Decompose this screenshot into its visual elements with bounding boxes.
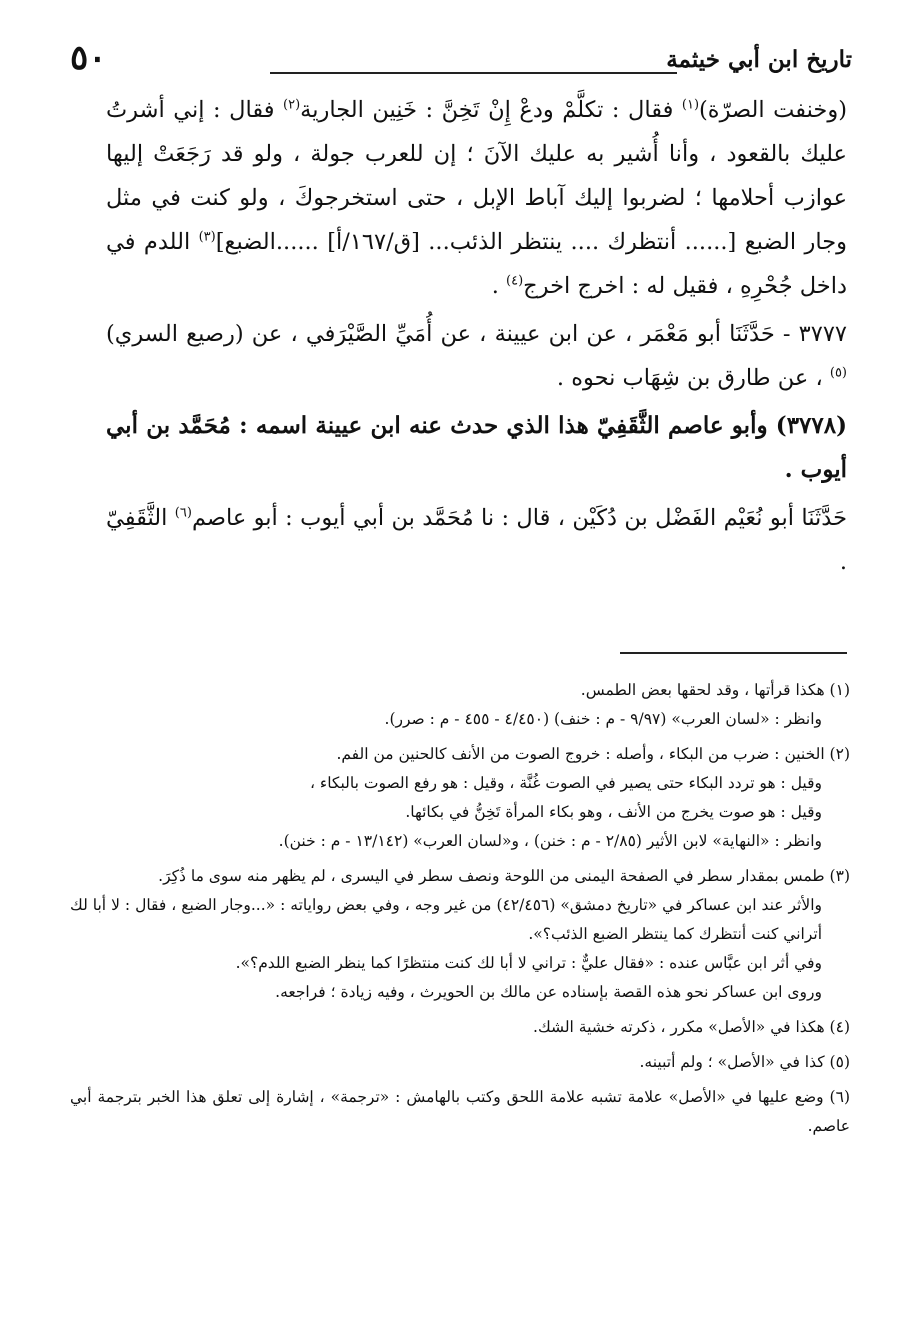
paragraph-3777: ٣٧٧٧ - حَدَّثَنَا أبو مَعْمَر ، عن ابن عيينة ، عن أُمَيِّ الصَّيْرَفي ، عن (رصيع السري)$^{(٥)}$ ، عن طارق بن شِهَاب نحوه .	[106, 321, 847, 391]
footnotes-rule	[620, 652, 847, 654]
footnote-ref-1[interactable]: (١)	[681, 97, 700, 113]
footnote-ref-4[interactable]: (٤)	[506, 273, 524, 289]
footnote-ref-3[interactable]: (٣)	[198, 229, 216, 245]
paragraph-1: (وخنفت الصرّة)$^{(١)}$ فقال : تكلَّمْ ودعْ إِنْ تَخِنَّ : خَنِين الجارية$^{(٢)}$ فقال : إني أشرتُ عليك بالقعود ، وأنا أُشير به عليك الآنَ ؛ إن للعرب جولة ، ولو قد رَجَعَتْ إليها عوازب أحلامها ؛ لضربوا إليك آباط الإبل ، حتى استخرجوكَ ، ولو كنت في مثل وجار الضبع [...... أنتظرك .... ينتظر الذئب... [ق/١٦٧/أ] ......الضبع]$^{(٣)}$ اللدم في داخل جُحْرِهِ ، فقيل له : اخرج اخرج$^{(٤)}$ .	[106, 97, 847, 299]
footnote-ref-2[interactable]: (٢)	[283, 97, 301, 113]
paragraph-3778: (٣٧٧٨) وأبو عاصم الثَّقَفِيّ هذا الذي حدث عنه ابن عيينة اسمه : مُحَمَّد بن أبي أيوب .	[106, 412, 847, 483]
page-header	[70, 38, 852, 88]
paragraph-hadith: حَدَّثَنَا أبو نُعَيْم الفَضْل بن دُكَيْن ، قال : نا مُحَمَّد بن أبي أيوب : أبو عاصم$^{(٦)}$ الثَّقَفِيّ .	[106, 505, 847, 575]
main-text	[106, 88, 847, 588]
footnote-ref-5[interactable]: (٥)	[829, 365, 847, 381]
footnote-5: (٥) كذا في «الأصل» ؛ ولم أتبينه.	[639, 1053, 850, 1071]
book-title: تاريخ ابن أبي خيثمة	[666, 46, 852, 73]
footnotes	[70, 676, 850, 1147]
footnote-1: (١) هكذا قرأتها ، وقد لحقها بعض الطمس. وانظر : «لسان العرب» (٩/٩٧ - م : خنف) (٤/٤٥٠ - ٤٥٥ - م : صرر).	[384, 681, 850, 728]
page-number: ٥٠	[70, 38, 107, 78]
footnote-6: (٦) وضع عليها في «الأصل» علامة تشبه علامة اللحق وكتب بالهامش : «ترجمة» ، إشارة إلى تعلق هذا الخبر بترجمة أبي عاصم.	[70, 1088, 850, 1135]
header-rule	[270, 72, 677, 74]
footnote-3: (٣) طمس بمقدار سطر في الصفحة اليمنى من اللوحة ونصف سطر في اليسرى ، لم يظهر منه سوى ما ذُكِرَ. والأثر عند ابن عساكر في «تاريخ دمشق» (٤٢/٤٥٦) من غير وجه ، وفي بعض رواياته : «...وجار الضبع ، فقال : لا أبا لك أتراني كنت أنتظرك كما ينتظر الضبع الذئب؟». وفي أثر ابن عبَّاس عنده : «فقال عليٌّ : تراني لا أبا لك كنت منتظرًا كما ينظر الضبع اللدم؟». وروى ابن عساكر نحو هذه القصة بإسناده عن مالك بن الحويرث ، وفيه زيادة ؛ فراجعه.	[70, 867, 850, 1001]
footnote-2: (٢) الخنين : ضرب من البكاء ، وأصله : خروج الصوت من الأنف كالحنين من الفم. وقيل : هو تردد البكاء حتى يصير في الصوت غُنَّة ، وقيل : هو رفع الصوت بالبكاء ، وقيل : هو صوت يخرج من الأنف ، وهو بكاء المرأة تَخِنُّ في بكائها. وانظر : «النهاية» لابن الأثير (٢/٨٥ - م : خنن) ، و«لسان العرب» (١٣/١٤٢ - م : خنن).	[278, 745, 850, 850]
footnote-4: (٤) هكذا في «الأصل» مكرر ، ذكرته خشية الشك.	[533, 1018, 850, 1036]
footnote-ref-6[interactable]: (٦)	[174, 505, 192, 521]
